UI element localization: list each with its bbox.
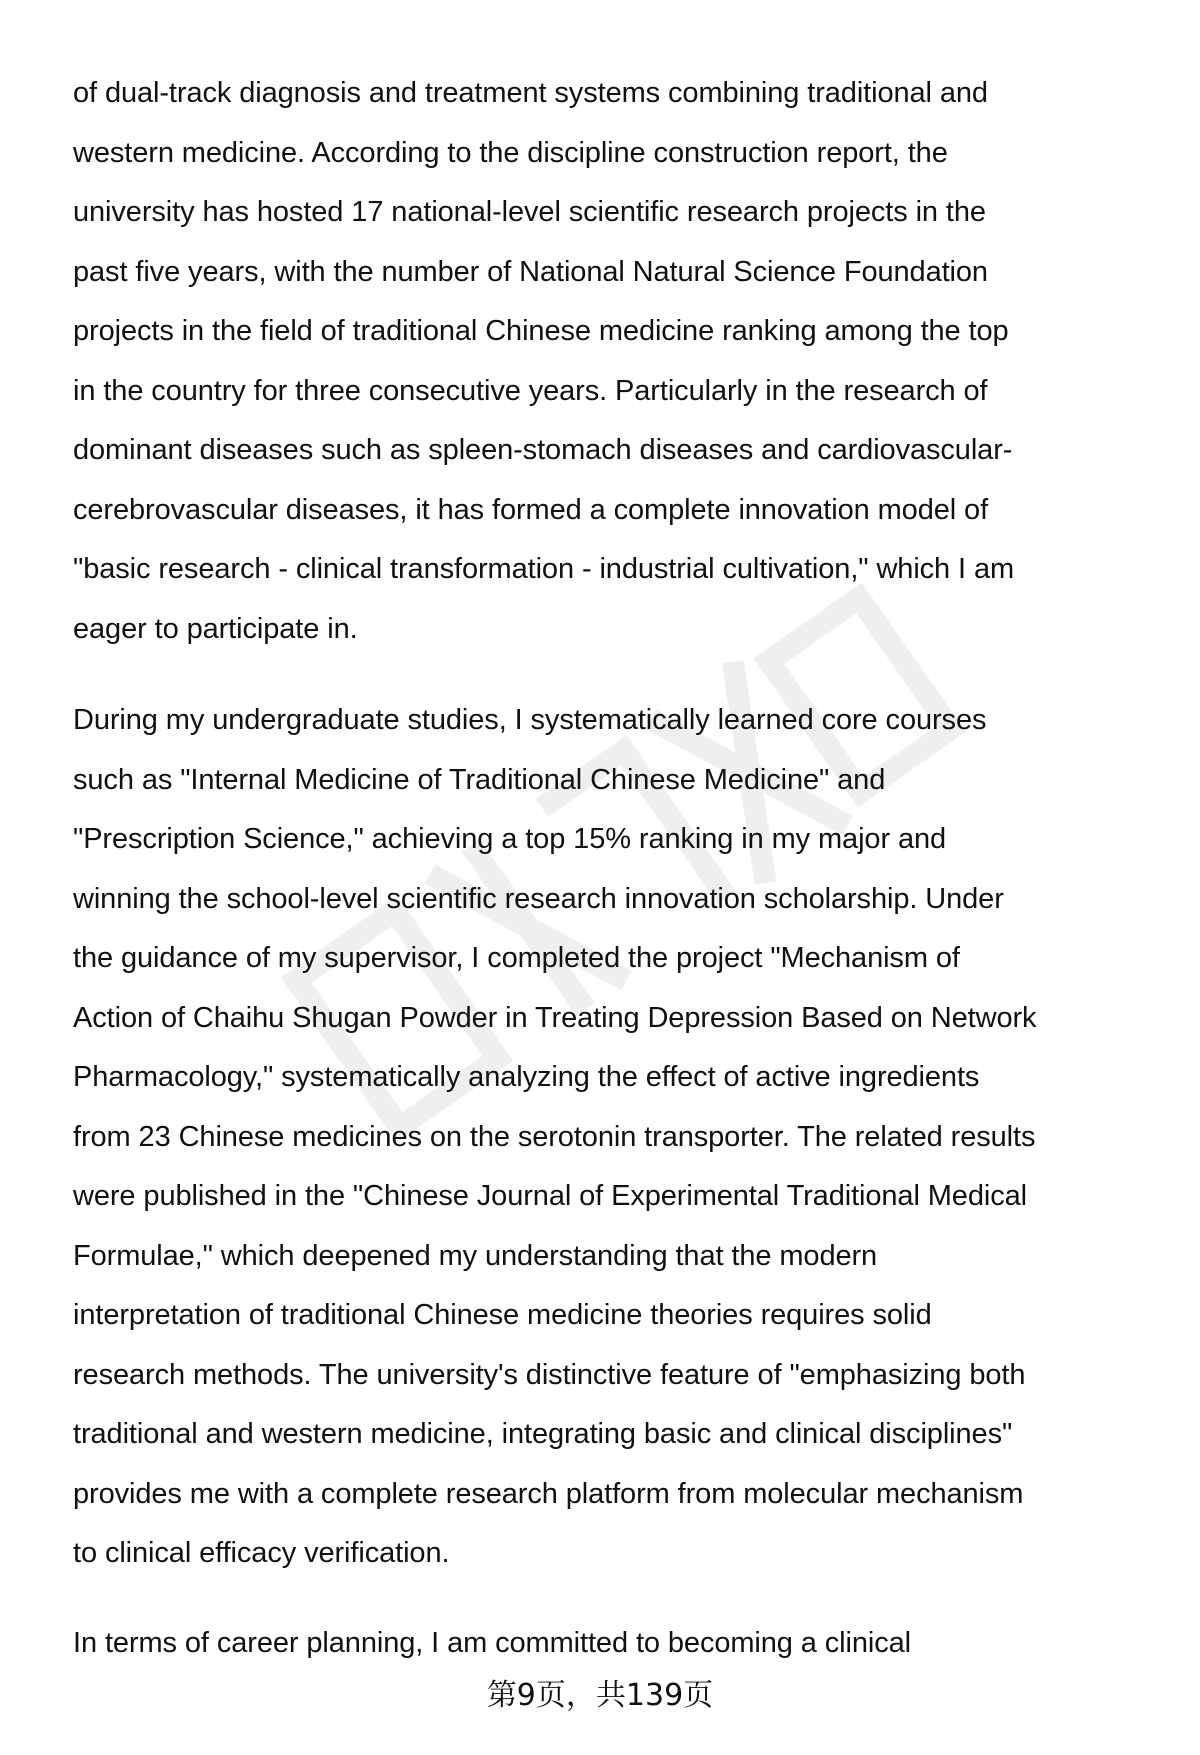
text-line: cerebrovascular diseases, it has formed a complete innovation model of bbox=[73, 493, 989, 526]
text-line: from 23 Chinese medicines on the serotonin transporter. The related results bbox=[73, 1120, 1036, 1153]
text-line: dominant diseases such as spleen-stomach diseases and cardiovascular- bbox=[73, 434, 1013, 466]
text-line: "Prescription Science," achieving a top 15% ranking in my major and bbox=[73, 823, 947, 855]
text-line: Action of Chaihu Shugan Powder in Treating Depression Based on Network bbox=[73, 1001, 1037, 1034]
text-line: provides me with a complete research platform from molecular mechanism bbox=[73, 1477, 1024, 1510]
text-line: university has hosted 17 national-level scientific research projects in the bbox=[73, 196, 986, 228]
text-line: interpretation of traditional Chinese medicine theories requires solid bbox=[73, 1299, 932, 1331]
text-line: In terms of career planning, I am committed to becoming a clinical bbox=[73, 1627, 911, 1659]
text-line: eager to participate in. bbox=[73, 612, 358, 645]
text-line: research methods. The university's distinctive feature of "emphasizing both bbox=[73, 1358, 1026, 1391]
text-line: past five years, with the number of National Natural Science Foundation bbox=[73, 255, 988, 288]
text-line: "basic research - clinical transformation - industrial cultivation," which I am bbox=[73, 553, 1015, 585]
text-line: Pharmacology," systematically analyzing the effect of active ingredients bbox=[73, 1061, 980, 1093]
text-line: projects in the field of traditional Chinese medicine ranking among the top bbox=[73, 315, 1009, 347]
text-line: the guidance of my supervisor, I completed the project "Mechanism of bbox=[73, 942, 960, 974]
paragraph-2 bbox=[73, 691, 1163, 1584]
paragraph-1 bbox=[73, 64, 1163, 659]
text-line: winning the school-level scientific research innovation scholarship. Under bbox=[73, 882, 1004, 915]
text-line: traditional and western medicine, integrating basic and clinical disciplines" bbox=[73, 1418, 1013, 1450]
text-line: such as "Internal Medicine of Traditional Chinese Medicine" and bbox=[73, 763, 886, 796]
text-line: were published in the "Chinese Journal of Experimental Traditional Medical bbox=[73, 1180, 1027, 1212]
text-line: in the country for three consecutive years. Particularly in the research of bbox=[73, 374, 988, 407]
text-line: During my undergraduate studies, I systematically learned core courses bbox=[73, 704, 987, 736]
text-line: to clinical efficacy verification. bbox=[73, 1537, 450, 1569]
text-line: Formulae," which deepened my understanding that the modern bbox=[73, 1239, 878, 1272]
text-line: of dual-track diagnosis and treatment systems combining traditional and bbox=[73, 77, 988, 109]
paragraph-3 bbox=[73, 1614, 1163, 1674]
page-number: 第9页，共139页 bbox=[486, 1678, 714, 1713]
text-line: western medicine. According to the discipline construction report, the bbox=[73, 136, 948, 169]
